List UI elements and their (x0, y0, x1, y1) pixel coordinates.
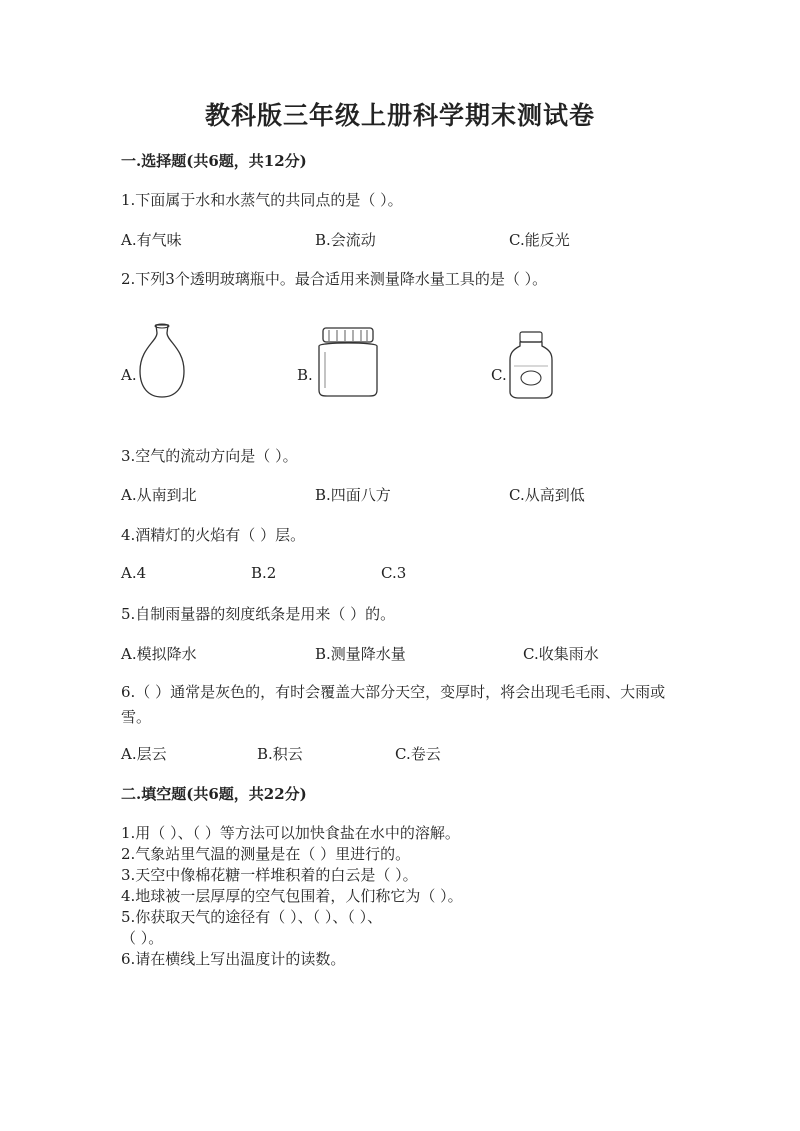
q3-option-c: C.从高到低 (509, 486, 585, 504)
q2-option-b: B. (297, 366, 313, 384)
q4-option-a: A.4 (121, 564, 147, 582)
question-6: 6.（ ）通常是灰色的，有时会覆盖大部分天空，变厚时，将会出现毛毛雨、大雨或雪。 (121, 683, 666, 726)
page-title: 教科版三年级上册科学期末测试卷 (204, 101, 595, 130)
question-2: 2.下列3个透明玻璃瓶中。最合适用来测量降水量工具的是（ ）。 (121, 270, 548, 288)
section-heading-choice: 一.选择题(共6题，共12分) (121, 152, 307, 170)
q3-option-a: A.从南到北 (121, 486, 197, 504)
q2-option-c: C. (491, 366, 507, 384)
question-5: 5.自制雨量器的刻度纸条是用来（ ）的。 (121, 605, 396, 623)
q1-option-c: C.能反光 (509, 231, 570, 249)
q5-option-a: A.模拟降水 (121, 645, 197, 663)
q4-option-b: B.2 (251, 564, 277, 582)
question-4: 4.酒精灯的火焰有（ ）层。 (121, 526, 306, 544)
fill-item-5: 5.你获取天气的途径有（ ）、（ ）、（ ）、 (121, 908, 383, 926)
fill-item-2: 2.气象站里气温的测量是在（ ）里进行的。 (121, 845, 411, 863)
q6-option-b: B.积云 (257, 745, 303, 763)
fill-item-3: 3.天空中像棉花糖一样堆积着的白云是（ ）。 (121, 866, 418, 884)
vase-icon (136, 323, 188, 403)
q6-option-a: A.层云 (121, 745, 167, 763)
question-3: 3.空气的流动方向是（ ）。 (121, 447, 298, 465)
fill-item-6: 6.请在横线上写出温度计的读数。 (121, 950, 346, 968)
q6-option-c: C.卷云 (395, 745, 441, 763)
fill-item-5-continued: （ ）。 (121, 929, 164, 947)
question-1: 1.下面属于水和水蒸气的共同点的是（ ）。 (121, 191, 403, 209)
q5-option-c: C.收集雨水 (523, 645, 599, 663)
q1-option-b: B.会流动 (315, 231, 376, 249)
small-bottle-icon (508, 330, 554, 404)
wide-jar-icon (315, 326, 381, 402)
fill-item-1: 1.用（ ）、（ ）等方法可以加快食盐在水中的溶解。 (121, 824, 460, 842)
fill-item-4: 4.地球被一层厚厚的空气包围着，人们称它为（ ）。 (121, 887, 463, 905)
q1-option-a: A.有气味 (121, 231, 182, 249)
q4-option-c: C.3 (381, 564, 407, 582)
section-heading-fill: 二.填空题(共6题，共22分) (121, 785, 307, 803)
q5-option-b: B.测量降水量 (315, 645, 406, 663)
q3-option-b: B.四面八方 (315, 486, 391, 504)
q2-option-a: A. (121, 366, 137, 384)
